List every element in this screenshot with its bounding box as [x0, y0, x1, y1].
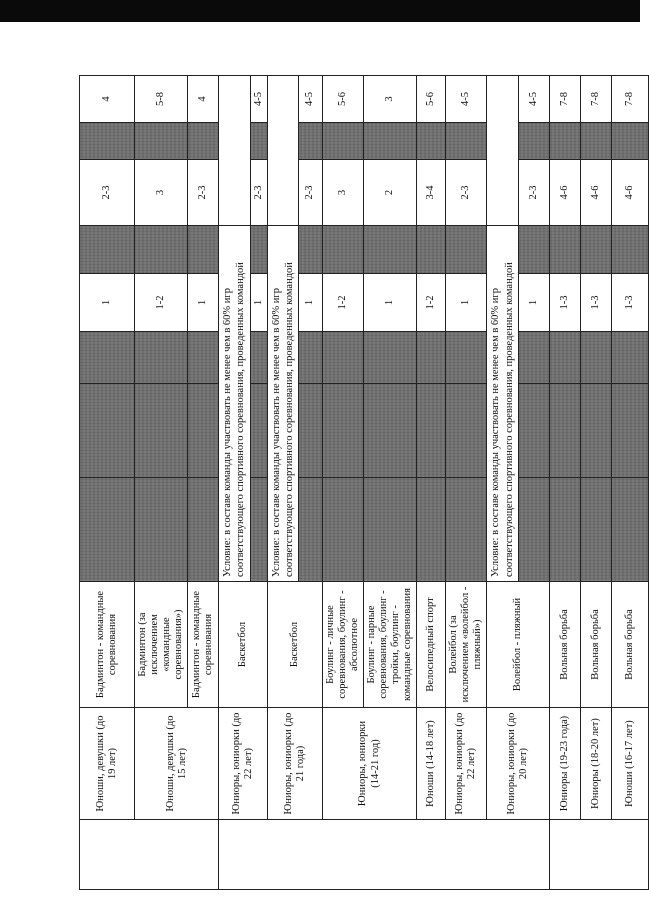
category-cell: Юноши (14-18 лет) [417, 708, 446, 820]
table-row [580, 76, 611, 890]
value-cell: 1-2 [417, 274, 446, 332]
table-row [446, 76, 487, 890]
discipline-cell: Вольная борьба [549, 582, 580, 708]
shaded-cell [611, 384, 648, 478]
shaded-cell [580, 478, 611, 582]
value-cell: 4-6 [549, 160, 580, 226]
shaded-cell [135, 226, 188, 274]
discipline-cell: Волейбол - пляжный [487, 582, 549, 708]
value-cell: 1-3 [549, 274, 580, 332]
category-cell: Юноши, девушки (до 15 лет) [135, 708, 219, 820]
shaded-cell [364, 478, 417, 582]
shaded-cell [135, 123, 188, 160]
shaded-cell [135, 332, 188, 384]
shaded-cell [417, 478, 446, 582]
value-cell: 7-8 [549, 76, 580, 123]
shaded-cell [518, 332, 549, 384]
empty-header-cell [549, 820, 648, 890]
value-cell: 1 [250, 274, 267, 332]
table-row [549, 76, 580, 890]
shaded-cell [188, 384, 219, 478]
shaded-cell [518, 384, 549, 478]
shaded-cell [298, 123, 322, 160]
value-cell: 4-5 [446, 76, 487, 123]
discipline-cell: Боулинг - парные соревнования, боулинг - тройки, боулинг - командные соревнования [364, 582, 417, 708]
shaded-cell [549, 332, 580, 384]
shaded-cell [446, 226, 487, 274]
value-cell: 5-6 [417, 76, 446, 123]
rotated-table-area [79, 75, 635, 890]
blank-cell [267, 76, 298, 226]
table-row [322, 76, 363, 890]
shaded-cell [80, 384, 135, 478]
value-cell: 3-4 [417, 160, 446, 226]
shaded-cell [250, 384, 267, 478]
value-cell: 3 [135, 160, 188, 226]
table-row [135, 76, 188, 890]
shaded-cell [364, 332, 417, 384]
value-cell: 4-5 [518, 76, 549, 123]
blank-cell [219, 76, 250, 226]
empty-header-cell [80, 820, 219, 890]
empty-header-cell [219, 820, 549, 890]
value-cell: 2-3 [188, 160, 219, 226]
shaded-cell [580, 123, 611, 160]
shaded-cell [298, 332, 322, 384]
category-cell: Юниоры, юниорки (14-21 год) [322, 708, 416, 820]
category-cell: Юниоры, юниорки (до 22 лет) [446, 708, 487, 820]
discipline-cell: Вольная борьба [580, 582, 611, 708]
table-row [267, 76, 298, 890]
shaded-cell [322, 478, 363, 582]
shaded-cell [322, 384, 363, 478]
shaded-cell [611, 123, 648, 160]
value-cell: 4-5 [298, 76, 322, 123]
shaded-cell [549, 478, 580, 582]
shaded-cell [80, 332, 135, 384]
shaded-cell [298, 478, 322, 582]
discipline-cell: Баскетбол [219, 582, 267, 708]
table-row [219, 76, 250, 890]
value-cell: 2-3 [446, 160, 487, 226]
shaded-cell [135, 384, 188, 478]
scan-top-border [0, 0, 640, 22]
table-landscape-frame [79, 75, 635, 890]
table-row [417, 76, 446, 890]
shaded-cell [417, 226, 446, 274]
value-cell: 5-8 [135, 76, 188, 123]
shaded-cell [188, 226, 219, 274]
value-cell: 4 [188, 76, 219, 123]
shaded-cell [298, 226, 322, 274]
category-cell: Юноши (16-17 лет) [611, 708, 648, 820]
value-cell: 1-3 [580, 274, 611, 332]
condition-note: Условие: в составе команды участвовать не менее чем в 60% игр соответствующего спортивного соревнования, проведенных командой [267, 226, 298, 582]
value-cell: 4-6 [580, 160, 611, 226]
discipline-cell: Волейбол (за исключением «волейбол - пляжный») [446, 582, 487, 708]
shaded-cell [518, 226, 549, 274]
discipline-cell: Велосипедный спорт [417, 582, 446, 708]
value-cell: 1 [188, 274, 219, 332]
discipline-cell: Бадминтон - командные соревнования [80, 582, 135, 708]
ranks-table [79, 75, 649, 890]
category-cell: Юниоры, юниорки (до 20 лет) [487, 708, 549, 820]
condition-note: Условие: в составе команды участвовать не менее чем в 60% игр соответствующего спортивного соревнования, проведенных командой [219, 226, 250, 582]
shaded-cell [250, 332, 267, 384]
value-cell: 1 [298, 274, 322, 332]
value-cell: 2 [364, 160, 417, 226]
value-cell: 1 [446, 274, 487, 332]
shaded-cell [417, 332, 446, 384]
value-cell: 1 [80, 274, 135, 332]
shaded-cell [188, 478, 219, 582]
shaded-cell [80, 123, 135, 160]
value-cell: 2-3 [250, 160, 267, 226]
shaded-cell [611, 226, 648, 274]
shaded-cell [364, 226, 417, 274]
shaded-cell [446, 384, 487, 478]
shaded-cell [417, 384, 446, 478]
value-cell: 4-6 [611, 160, 648, 226]
value-cell: 3 [322, 160, 363, 226]
shaded-cell [250, 226, 267, 274]
category-cell: Юниоры (19-23 года) [549, 708, 580, 820]
value-cell: 1 [518, 274, 549, 332]
value-cell: 1-3 [611, 274, 648, 332]
value-cell: 1-2 [322, 274, 363, 332]
shaded-cell [322, 226, 363, 274]
shaded-cell [188, 123, 219, 160]
value-cell: 2-3 [298, 160, 322, 226]
shaded-cell [322, 123, 363, 160]
shaded-cell [549, 226, 580, 274]
shaded-cell [446, 123, 487, 160]
table-row [80, 76, 135, 890]
shaded-cell [518, 123, 549, 160]
shaded-cell [580, 226, 611, 274]
shaded-cell [611, 478, 648, 582]
shaded-cell [611, 332, 648, 384]
shaded-cell [580, 332, 611, 384]
table-row [611, 76, 648, 890]
shaded-cell [250, 123, 267, 160]
shaded-cell [135, 478, 188, 582]
shaded-cell [446, 332, 487, 384]
discipline-cell: Бадминтон (за исключением «командные соревнования») [135, 582, 188, 708]
shaded-cell [322, 332, 363, 384]
shaded-cell [188, 332, 219, 384]
shaded-cell [518, 478, 549, 582]
category-cell: Юниоры, юниорки (до 21 года) [267, 708, 322, 820]
shaded-cell [549, 384, 580, 478]
value-cell: 4 [80, 76, 135, 123]
shaded-cell [298, 384, 322, 478]
value-cell: 4-5 [250, 76, 267, 123]
value-cell: 7-8 [580, 76, 611, 123]
discipline-cell: Вольная борьба [611, 582, 648, 708]
shaded-cell [364, 384, 417, 478]
value-cell: 7-8 [611, 76, 648, 123]
discipline-cell: Бадминтон - командные соревнования [188, 582, 219, 708]
value-cell: 1-2 [135, 274, 188, 332]
shaded-cell [580, 384, 611, 478]
value-cell: 1 [364, 274, 417, 332]
shaded-cell [446, 478, 487, 582]
value-cell: 5-6 [322, 76, 363, 123]
table-row [487, 76, 518, 890]
blank-cell [487, 76, 518, 226]
value-cell: 3 [364, 76, 417, 123]
value-cell: 2-3 [80, 160, 135, 226]
category-cell: Юниоры (18-20 лет) [580, 708, 611, 820]
shaded-cell [80, 226, 135, 274]
shaded-cell [250, 478, 267, 582]
discipline-cell: Боулинг - личные соревнования, боулинг - абсолютное [322, 582, 363, 708]
category-cell: Юноши, девушки (до 19 лет) [80, 708, 135, 820]
condition-note: Условие: в составе команды участвовать не менее чем в 60% игр соответствующего спортивного соревнования, проведенных командой [487, 226, 518, 582]
value-cell: 2-3 [518, 160, 549, 226]
discipline-cell: Баскетбол [267, 582, 322, 708]
shaded-cell [80, 478, 135, 582]
shaded-cell [364, 123, 417, 160]
category-cell: Юниоры, юниорки (до 22 лет) [219, 708, 267, 820]
shaded-cell [417, 123, 446, 160]
shaded-cell [549, 123, 580, 160]
